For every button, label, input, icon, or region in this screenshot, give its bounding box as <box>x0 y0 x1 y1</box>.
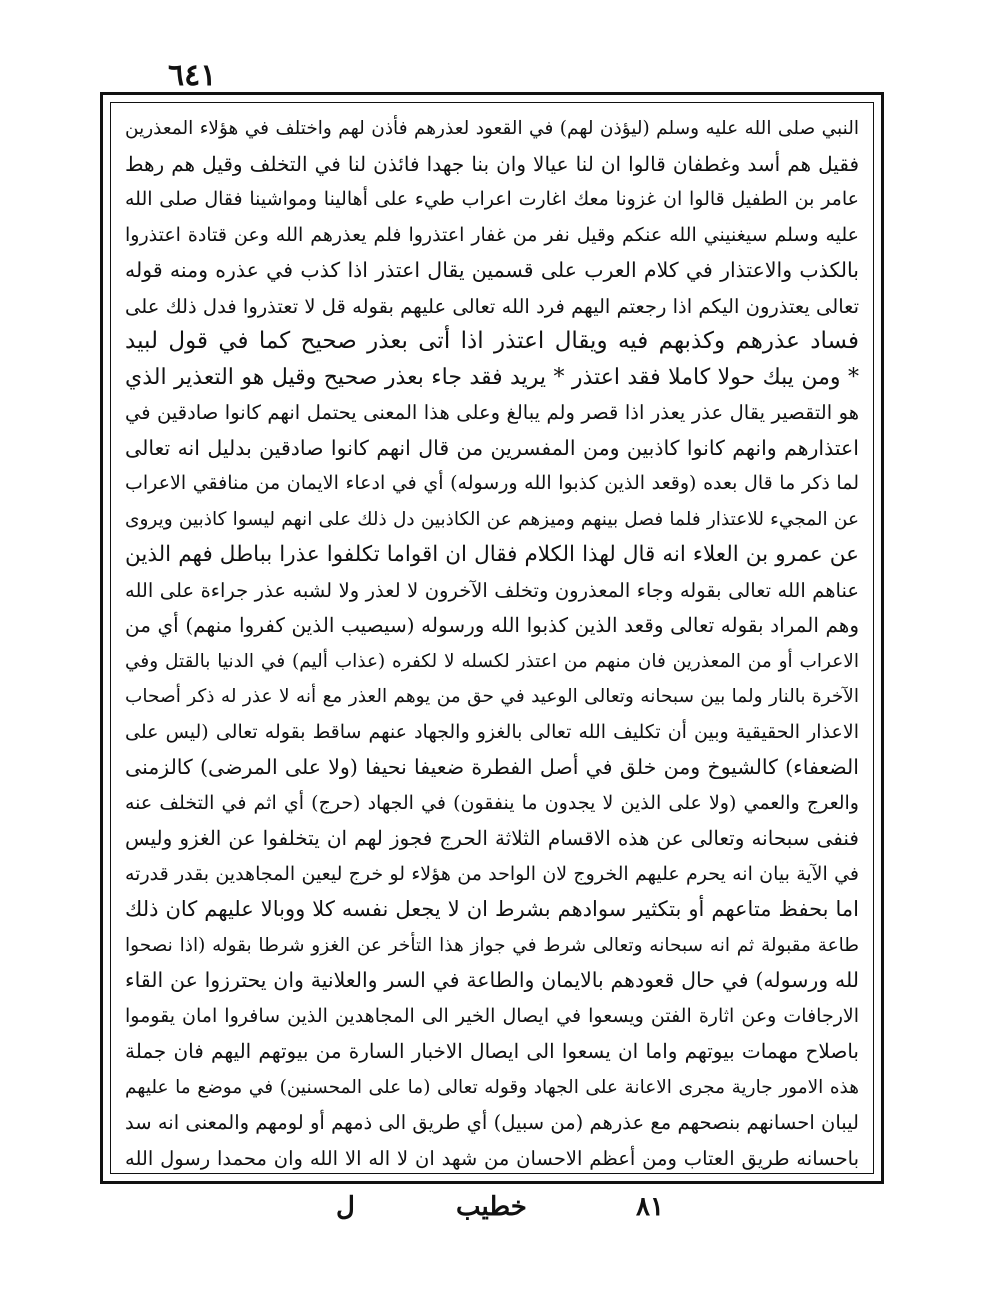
text-line: فنفى سبحانه وتعالى عن هذه الاقسام الثلاثة الحرج فجوز لهم ان يتخلفوا عن الغزو وليس <box>125 826 859 850</box>
text-line: عن المجيء للاعتذار فلما فصل بينهم وميزهم عن الكاذبين دل ذلك على انهم ليسوا كاذبين ويروى <box>125 508 859 530</box>
text-line: وهم المراد بقوله تعالى وقعد الذين كذبوا الله ورسوله (سيصيب الذين كفروا منهم) أي من <box>125 613 859 637</box>
text-line: * ومن يبك حولا كاملا فقد اعتذر * يريد فقد جاء بعذر صحيح وقيل هو التعذير الذي <box>125 364 859 390</box>
text-line: باحسانه طريق العتاب ومن أعظم الاحسان من شهد ان لا اله الا الله وان محمدا رسول الله <box>125 1146 859 1170</box>
text-line: عن عمرو بن العلاء انه قال لهذا الكلام فقال ان اقواما تكلفوا عذرا بباطل فهم الذين <box>125 542 859 567</box>
text-line: فساد عذرهم وكذبهم فيه ويقال اعتذر اذا أتى بعذر صحيح كما في قول لبيد <box>125 328 859 354</box>
text-line: الآخرة بالنار ولما بين سبحانه وتعالى الوعيد في حق من يوهم العذر مع أنه لا عذر له ذكر أصحاب <box>125 686 859 707</box>
text-line: تعالى يعتذرون اليكم اذا رجعتم اليهم فرد الله تعالى عليهم بقوله قل لا تعتذروا فدل ذلك على <box>125 294 859 318</box>
text-line: عليه وسلم سيغنيني الله عنكم وقيل نفر من غفار اعتذروا فلم يعذرهم الله وعن قتادة اعتذروا <box>125 223 859 246</box>
page-footer <box>0 1192 992 1232</box>
text-line: والعرج والعمي (ولا على الذين لا يجدون ما ينفقون) في الجهاد (حرج) أي اثم في التخلف عنه <box>125 791 859 814</box>
footer-signature-number: ٨١ <box>636 1192 664 1222</box>
footer-signature-label: خطيب <box>456 1192 527 1222</box>
text-line: لما ذكر ما قال بعده (وقعد الذين كذبوا الله ورسوله) أي في ادعاء الايمان من منافقي الاعراب <box>125 472 859 494</box>
text-line: فقيل هم أسد وغطفان قالوا ان لنا عيالا وان بنا جهدا فائذن لنا في التخلف وقيل هم رهط <box>125 151 859 176</box>
text-line: عناهم الله تعالى بقوله وجاء المعذرون وتخلف الآخرون لا لعذر ولا لشبه عذر جراءة على الله <box>125 578 859 602</box>
text-line: لله ورسوله) في حال قعودهم بالايمان والطاعة في السر والعلانية وان يحترزوا عن القاء <box>125 968 859 992</box>
page-frame <box>100 92 884 1184</box>
text-line: اما بحفظ متاعهم أو بتكثير سوادهم بشرط ان لا يجعل نفسه كلا ووبالا عليهم كان ذلك <box>125 897 859 921</box>
text-line: عامر بن الطفيل قالوا ان غزونا معك اغارت اعراب طيء على أهالينا ومواشينا فقال صلى الله <box>125 188 859 210</box>
text-line: باصلاح مهمات بيوتهم واما ان يسعوا الى ايصال الاخبار السارة من بيوتهم اليهم فان جملة <box>125 1039 859 1063</box>
text-line: في الآية بيان انه يحرم عليهم الخروج لان الواحد من هؤلاء لو خرج ليعين المجاهدين بقدر قدرته <box>125 862 859 885</box>
text-line: هذه الامور جارية مجرى الاعانة على الجهاد وقوله تعالى (ما على المحسنين) في موضع ما عليهم <box>125 1076 859 1098</box>
text-line: هو التقصير يقال عذر يعذر اذا قصر ولم يبالغ وعلى هذا المعنى يحتمل انهم كانوا صادقين في <box>125 401 859 424</box>
text-frame <box>110 102 874 1174</box>
page-number: ٦٤١ <box>168 58 217 93</box>
text-line: الارجافات وعن اثارة الفتن ويسعوا في ايصال الخير الى المجاهدين الذين سافروا امان يقوموا <box>125 1004 859 1027</box>
text-line: ليبان احسانهم بنصحهم مع عذرهم (من سبيل) أي طريق الى ذمهم أو لومهم والمعنى انه سد <box>125 1111 859 1134</box>
text-line: طاعة مقبولة ثم انه سبحانه وتعالى شرط في جواز هذا التأخر عن الغزو شرطا بقوله (اذا نصحوا <box>125 934 859 956</box>
text-line: بالكذب والاعتذار في كلام العرب على قسمين يقال اعتذر اذا كذب في عذره ومنه قوله <box>125 258 859 282</box>
text-line: اعتذارهم وانهم كانوا كاذبين ومن المفسرين من قال انهم كانوا صادقين بدليل انه تعالى <box>125 435 859 460</box>
text-line: النبي صلى الله عليه وسلم (ليؤذن لهم) في القعود لعذرهم فأذن لهم واختلف في هؤلاء المعذرين <box>125 118 859 139</box>
text-line: الضعفاء) كالشيوخ ومن خلق في أصل الفطرة ضعيفا نحيفا (ولا على المرضى) كالزمنى <box>125 755 859 779</box>
body-text <box>125 111 859 1174</box>
text-line: الاعذار الحقيقية وبين أن تكليف الله تعالى بالغزو والجهاد عنهم ساقط بقوله تعالى (ليس على <box>125 720 859 743</box>
footer-signature-letter: ل <box>336 1192 355 1222</box>
text-line: الاعراب أو من المعذرين فان منهم من اعتذر لكسله لا لكفره (عذاب أليم) في الدنيا بالقتل وفي <box>125 650 859 672</box>
